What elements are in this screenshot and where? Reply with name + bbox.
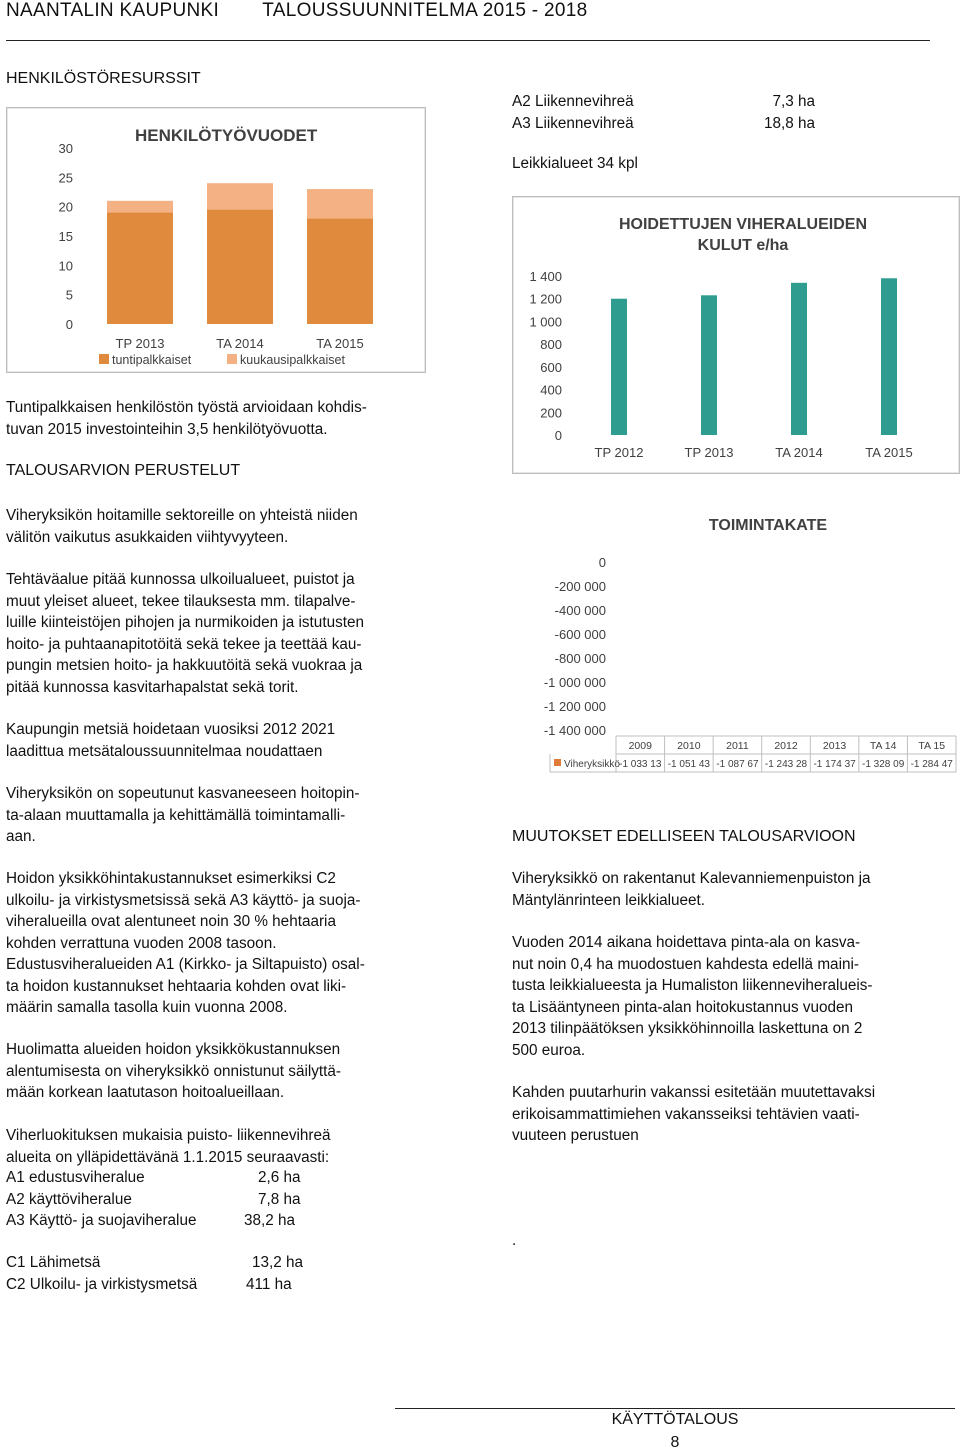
area-row [6,1274,326,1296]
legend-label: tuntipalkkaiset [112,353,192,367]
area-label: A1 edustusviheralue [6,1169,145,1186]
y-tick-label: 1 200 [529,291,562,307]
y-tick-label: -400 000 [554,603,606,618]
x-tick-label: TA 2014 [216,336,264,351]
table-header: 2011 [726,740,749,752]
y-tick-label: 0 [554,428,562,443]
x-tick-label: TP 2013 [115,336,165,351]
chart-toimintakate [512,496,958,780]
y-tick-label: -1 400 000 [543,723,606,738]
y-tick-label: -800 000 [554,651,606,666]
legend-swatch [554,759,561,766]
x-tick-label: TP 2012 [594,445,644,460]
x-tick-label: TA 2015 [865,445,913,460]
y-tick-label: 0 [598,555,606,570]
area-value: 7,3 ha [772,93,815,110]
table-header: 2012 [774,740,798,752]
paragraph-2: Tehtäväalue pitää kunnossa ulkoilualueet, puistot ja muut yleiset alueet, tekee tilauksesta mm. tilapalve- luille kiinteistöjen pihojen ja nurmikoiden ja istutusten hoito- ja puhtaanapitotöitä sekä tekee ja teettää kau- pungin metsien hoito- ja hakkuutöitä sekä vuokraa ja pitää kunnossa kasvitarhapalstat sekä torit. [6,571,364,696]
bar [791,283,807,435]
changes-paragraph-3: Kahden puutarhurin vakanssi esitetään muutettavaksi erikoisammattimiehen vakansseiksi tehtävien vaati- vuuteen perustuen [512,1084,876,1144]
table-cell: -1 243 28 [764,759,808,770]
table-cell: -1 033 13 [619,759,662,770]
bar-kuukausipalkkaiset [107,201,173,213]
chart-viheralueiden-kulut-svg [513,197,959,473]
bar [701,295,717,435]
table-cell: -1 328 09 [862,759,905,770]
chart-viheralueiden-kulut [512,196,960,474]
paragraph-1: Viheryksikön hoitamille sektoreille on yhteistä niiden välitön vaikutus asukkaiden viihtyvyyteen. [6,507,358,546]
y-tick-label: 200 [540,405,562,421]
paragraph-4: Viheryksikön on sopeutunut kasvaneeseen hoitopin- ta-alaan muuttamalla ja kehittämällä toimintamalli- aan. [6,785,360,845]
chart-title: TOIMINTAKATE [708,517,828,534]
y-tick-label: 600 [540,359,562,375]
bar-tuntipalkkaiset [307,218,373,324]
chart-toimintakate-svg [512,496,958,780]
y-tick-label: 15 [58,229,73,244]
area-row [6,1210,326,1232]
chart-title: HENKILÖTYÖVUODET [135,126,318,145]
y-tick-label: 20 [58,199,73,215]
y-tick-label: 800 [540,337,562,353]
area-row [6,1252,326,1274]
y-tick-label: 25 [58,170,73,186]
y-tick-label: 30 [58,141,73,156]
basis-title: TALOUSARVION PERUSTELUT [6,462,241,479]
header-org: NAANTALIN KAUPUNKI [6,0,220,21]
bar-tuntipalkkaiset [207,210,273,324]
area-label: A2 käyttöviheralue [6,1190,132,1208]
area-value: 18,8 ha [763,114,815,132]
bar [881,278,897,435]
area-value: 411 ha [246,1275,292,1293]
page-header [6,0,625,22]
y-tick-label: 5 [65,287,73,303]
area-value: 2,6 ha [258,1169,301,1186]
chart-title: KULUT e/ha [697,237,789,254]
area-row [512,91,817,113]
chart-caption: Tuntipalkkaisen henkilöstön työstä arvioidaan kohdis- tuvan 2015 investointeihin 3,5 henkilötyövuotta. [6,399,367,438]
x-tick-label: TA 2014 [775,445,823,460]
changes-paragraph-2: Vuoden 2014 aikana hoidettava pinta-ala on kasva- nut noin 0,4 ha muodostuen kahdesta edellä maini- tusta leikkialueesta ja Humaliston liikenneviheralueis- ta Lisääntyneen pinta-alan hoitokustannus vuoden 2013 tilinpäätöksen yksikköhinnoilla laskettuna on 2 500 euroa. [512,934,873,1059]
y-tick-label: 400 [540,382,562,398]
y-tick-label: 0 [65,317,73,332]
paragraph-7: Viherluokituksen mukaisia puisto- liikennevihreä alueita on ylläpidettävänä 1.1.2015 seuraavasti: [6,1127,331,1166]
area-value: 38,2 ha [244,1212,296,1229]
legend-swatch [99,354,109,364]
changes-paragraph-1: Viheryksikkö on rakentanut Kalevanniemenpuiston ja Mäntylänrinteen leikkialueet. [512,870,871,909]
chart-title: HOIDETTUJEN VIHERALUEIDEN [618,216,868,233]
table-header: 2009 [628,740,652,752]
stray-dot: . [512,1232,517,1249]
area-label: A2 Liikennevihreä [512,93,634,110]
bar-tuntipalkkaiset [107,213,173,324]
table-row-label: Viheryksikkö [564,759,620,770]
bar [611,299,627,435]
table-header: TA 14 [869,740,897,752]
y-tick-label: -1 200 000 [543,699,606,714]
area-row [6,1167,326,1189]
table-cell: -1 087 67 [716,759,759,770]
section-title: HENKILÖSTÖRESURSSIT [6,70,201,87]
x-tick-label: TA 2015 [316,336,364,351]
footer-section: KÄYTTÖTALOUS [611,1411,739,1428]
area-row [6,1189,326,1211]
y-tick-label: 1 400 [529,269,562,284]
changes-title: MUUTOKSET EDELLISEEN TALOUSARVIOON [512,828,856,845]
y-tick-label: 10 [58,258,73,274]
legend-swatch [227,354,237,364]
header-doc: TALOUSSUUNNITELMA 2015 - 2018 [262,0,588,21]
table-header: 2010 [677,740,701,752]
area-label: A3 Liikennevihreä [512,114,634,132]
areas-list-c [6,1252,326,1295]
paragraph-3: Kaupungin metsiä hoidetaan vuosiksi 2012 2021 laadittua metsätaloussuunnitelmaa noudattaen [6,721,336,760]
table-cell: -1 174 37 [813,759,856,770]
area-label: A3 Käyttö- ja suojaviheralue [6,1212,197,1229]
areas-list-a [6,1167,326,1232]
y-tick-label: -600 000 [554,627,606,642]
chart-henkilotyovuodet [6,107,426,373]
footer-rule [395,1408,955,1409]
table-cell: -1 284 47 [910,759,953,770]
y-tick-label: -200 000 [554,579,606,594]
area-row [512,113,817,135]
y-tick-label: -1 000 000 [543,675,606,690]
paragraph-5: Hoidon yksikköhintakustannukset esimerkiksi C2 ulkoilu- ja virkistysmetsissä sekä A3 käyttö- ja suoja- viheralueilla ovat alentuneet noin 30 % hehtaaria kohden verrattuna vuoden 2008 tasoon. Edustusviheralueiden A1 (Kirkko- ja Siltapuisto) osal- ta hoidon kustannukset hehtaaria kohden ovat liki- määrin samalla tasolla kuin vuonna 2008. [6,870,365,1016]
bar-kuukausipalkkaiset [307,189,373,218]
bar-kuukausipalkkaiset [207,183,273,209]
area-value: 7,8 ha [258,1190,301,1208]
chart-henkilotyovuodet-svg [7,108,425,372]
header-rule [6,40,930,41]
area-value: 13,2 ha [252,1254,304,1271]
playgrounds-count: Leikkialueet 34 kpl [512,155,638,172]
y-tick-label: 1 000 [529,314,562,330]
footer-page: 8 [670,1434,680,1451]
table-cell: -1 051 43 [667,759,710,770]
area-label: C1 Lähimetsä [6,1254,101,1271]
table-header: 2013 [822,740,847,752]
x-tick-label: TP 2013 [684,445,734,460]
area-label: C2 Ulkoilu- ja virkistysmetsä [6,1275,198,1293]
right-areas [512,91,817,134]
table-header: TA 15 [918,740,946,752]
legend-label: kuukausipalkkaiset [240,353,345,367]
paragraph-6: Huolimatta alueiden hoidon yksikkökustannuksen alentumisesta on viheryksikkö onnistunut säilyttä- mään korkean laatutason hoitoalueillaan. [6,1041,341,1101]
